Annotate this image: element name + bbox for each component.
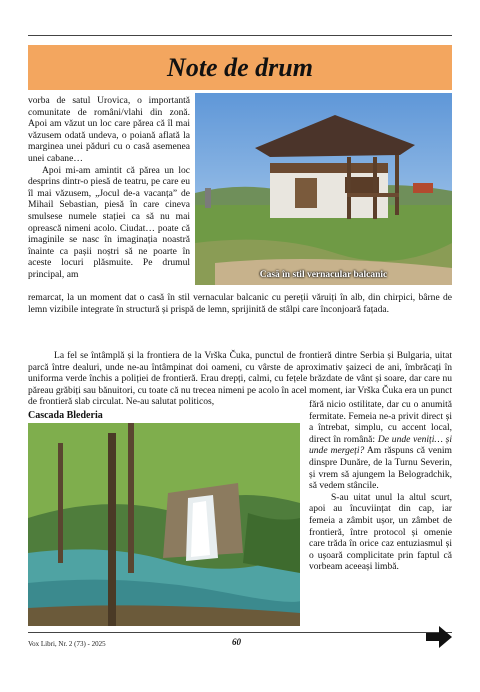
photo-caption: Casă în stil vernacular balcanic: [259, 270, 388, 280]
house-photo-illustration: [195, 93, 452, 285]
answer-text: Am răspuns că venim dinspre Dunăre, de la Turnu Severin, și vrem să ajungem la Belogradchik, să vedem stâncile.: [309, 445, 452, 492]
paragraph-urovica: vorba de satul Urovica, o importantă comunitate de români/vlahi din zonă. Apoi am văzut un loc care părea că îl mai văzusem odată undeva, o poiană aflată la marginea unei păduri cu o casă asemenea unei cabane…: [28, 95, 190, 164]
paragraph-greeting: [309, 399, 452, 492]
vernacular-house-photo: [195, 93, 452, 285]
section-title: Note de drum: [167, 52, 313, 82]
paragraph-vernacular-house: remarcat, la un moment dat o casă în stil vernacular balcanic cu pereții văruiți în alb, din chirpici, bârne de lemn vizibile integrate în structură și prispă de lemn, sprijinită de stâlpi care înconjoară fațada.: [28, 292, 452, 315]
right-column-text: [309, 399, 452, 573]
paragraph-border-crossing: La fel se întâmplă și la frontiera de la Vrška Čuka, punctul de frontieră dintre Serbia și Bulgaria, uitat parcă între dealuri, unde ne-au întâmpinat doi oameni, cu vârste de aproximativ șaizeci de ani, îmbrăcați în uniforma verde închis a poliției de frontieră. Erau drepți, calmi, cu fețele brăzdate de vânt și soare, dar care nu păreau grăbiți sau bănuitori, cu toate că nu trecea nimeni pe acolo în acel moment, iar Vrška Čuka era un punct de frontieră slab circulat. Ne-au salutat politicos,: [28, 350, 452, 408]
arrow-right-icon[interactable]: [426, 626, 452, 648]
footer-rule: [28, 632, 452, 633]
top-rule: [28, 35, 452, 36]
journal-issue: Vox Libri, Nr. 2 (73) - 2025: [28, 640, 106, 648]
question-quote: De unde veniți… și unde mergeți?: [309, 433, 453, 457]
waterfall-photo-illustration: [28, 423, 300, 626]
paragraph-theatre: Apoi mi-am amintit că părea un loc desprins dintr-o piesă de teatru, pe care eu îl mai văzusem, „Jocul de-a vacanța” de Mihail Sebastian, piesă în care cineva smulsese numele stației ca să nu mai oprească nimeni acolo. Ciudat… poate că imaginile se nasc în imaginația noastră înainte ca pașii noștri să ne poarte în aceste locuri plăsmuite. Pe drumul principal, am: [28, 164, 190, 280]
page-number: 60: [232, 637, 241, 647]
section-header-band: [28, 45, 452, 90]
waterfall-heading: Cascada Blederia: [28, 410, 103, 421]
waterfall-photo: [28, 423, 300, 626]
paragraph-smile: S-au uitat unul la altul scurt, apoi au încuviințat din cap, iar femeia a zâmbit ușor, un zâmbet de frontieră, între protocol și omenie care trăda în orice caz entuziasmul și o ușoară complicitate prin faptul că vorbeam aceeași limbă.: [309, 491, 452, 573]
greeting-text: fără nicio ostilitate, dar cu o anumită fermitate. Femeia ne-a privit direct și a întrebat, simplu, cu accent local, direct în română:: [309, 399, 452, 445]
left-column-text: [28, 95, 190, 281]
